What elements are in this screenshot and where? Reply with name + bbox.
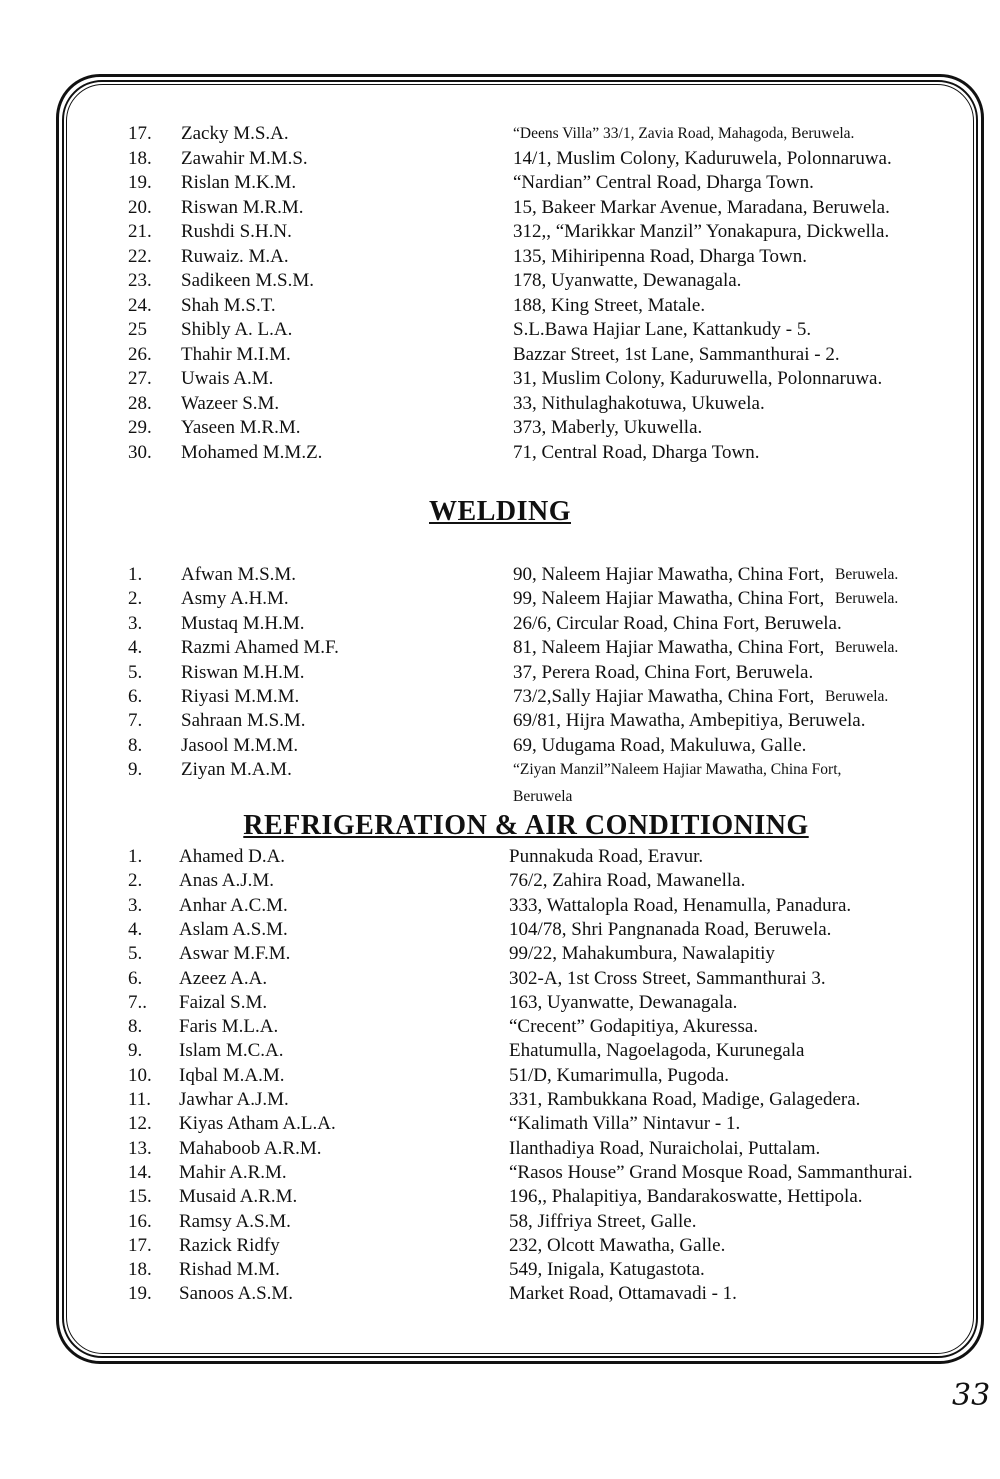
item-number: 30. — [128, 441, 152, 463]
list-item — [0, 269, 1000, 293]
list-item — [0, 416, 1000, 440]
address: 312,, “Marikkar Manzil” Yonakapura, Dickwella. — [513, 221, 890, 242]
item-number: 29. — [128, 417, 152, 438]
address: 81, Naleem Hajiar Mawatha, China Fort, — [513, 637, 825, 659]
item-number: 4. — [128, 637, 143, 659]
item-number: 2. — [128, 588, 143, 610]
item-number: 11. — [128, 1089, 152, 1110]
person-name: Faizal S.M. — [179, 991, 268, 1013]
address: Ehatumulla, Nagoelagoda, Kurunegala — [509, 1040, 805, 1062]
address: 178, Uyanwatte, Dewanagala. — [513, 270, 742, 291]
item-number: 10. — [128, 1064, 152, 1086]
person-name: Ahamed D.A. — [179, 846, 286, 867]
item-number: 6. — [128, 967, 143, 989]
address: 99, Naleem Hajiar Mawatha, China Fort, — [513, 588, 825, 610]
person-name: Mahaboob A.R.M. — [179, 1137, 322, 1159]
person-name: Zawahir M.M.S. — [181, 147, 308, 169]
list-item — [0, 967, 1000, 991]
item-number: 21. — [128, 221, 152, 242]
address: “Crecent” Godapitiya, Akuressa. — [509, 1016, 759, 1038]
address: 196,, Phalapitiya, Bandarakoswatte, Hettipola. — [509, 1186, 863, 1208]
address: 232, Olcott Mawatha, Galle. — [509, 1234, 726, 1256]
item-number: 25 — [128, 319, 147, 340]
item-number: 12. — [128, 1113, 152, 1135]
person-name: Shibly A. L.A. — [181, 319, 293, 340]
person-name: Zacky M.S.A. — [181, 123, 289, 144]
item-number: 8. — [128, 1016, 143, 1038]
person-name: Islam M.C.A. — [179, 1040, 284, 1062]
address: 33, Nithulaghakotuwa, Ukuwela. — [513, 392, 765, 414]
person-name: Sahraan M.S.M. — [181, 710, 306, 732]
item-number: 18. — [128, 1259, 152, 1281]
person-name: Azeez A.A. — [179, 967, 268, 989]
item-number: 7.. — [128, 991, 147, 1013]
person-name: Sanoos A.S.M. — [179, 1283, 294, 1305]
address: Bazzar Street, 1st Lane, Sammanthurai - 2. — [513, 343, 840, 365]
list-item — [0, 918, 1000, 942]
person-name: Kiyas Atham A.L.A. — [179, 1113, 336, 1135]
list-item — [0, 709, 1000, 733]
item-number: 1. — [128, 846, 143, 867]
item-number: 17. — [128, 1234, 152, 1256]
person-name: Afwan M.S.M. — [181, 564, 297, 585]
person-name: Faris M.L.A. — [179, 1016, 279, 1038]
list-item — [0, 734, 1000, 758]
item-number: 5. — [128, 661, 143, 683]
item-number: 3. — [128, 894, 143, 916]
item-number: 13. — [128, 1137, 152, 1159]
list-item — [0, 294, 1000, 318]
list-item — [0, 1088, 1000, 1112]
address: 71, Central Road, Dharga Town. — [513, 441, 760, 463]
address-tail: Beruwela. — [835, 566, 899, 583]
list-item — [0, 1210, 1000, 1234]
person-name: Wazeer S.M. — [181, 392, 280, 414]
person-name: Jasool M.M.M. — [181, 734, 299, 756]
item-number: 28. — [128, 392, 152, 414]
list-item — [0, 991, 1000, 1015]
address: 90, Naleem Hajiar Mawatha, China Fort, — [513, 564, 825, 585]
person-name: Uwais A.M. — [181, 368, 274, 389]
address: “Nardian” Central Road, Dharga Town. — [513, 172, 814, 193]
list-item — [0, 758, 1000, 782]
item-number: 19. — [128, 172, 152, 193]
address: 104/78, Shri Pangnanada Road, Beruwela. — [509, 918, 832, 940]
item-number: 2. — [128, 870, 143, 892]
page-number: 33 — [952, 1378, 991, 1413]
list-item — [0, 1185, 1000, 1209]
list-item — [0, 196, 1000, 220]
address: Market Road, Ottamavadi - 1. — [509, 1283, 737, 1305]
list-item — [0, 1258, 1000, 1282]
list-item — [0, 220, 1000, 244]
person-name: Jawhar A.J.M. — [179, 1089, 289, 1110]
person-name: Riswan M.R.M. — [181, 196, 304, 218]
person-name: Rislan M.K.M. — [181, 172, 297, 193]
list-item — [0, 1234, 1000, 1258]
item-number: 23. — [128, 270, 152, 291]
welding-address-continuation: Beruwela — [513, 788, 573, 805]
address: “Rasos House” Grand Mosque Road, Sammanthurai. — [509, 1161, 913, 1183]
person-name: Anas A.J.M. — [179, 870, 275, 892]
list-item — [0, 318, 1000, 342]
address: 333, Wattalopla Road, Henamulla, Panadura. — [509, 894, 852, 916]
list-item — [0, 367, 1000, 391]
item-number: 3. — [128, 612, 143, 634]
person-name: Aswar M.F.M. — [179, 943, 291, 965]
list-item — [0, 1112, 1000, 1136]
address: 302-A, 1st Cross Street, Sammanthurai 3. — [509, 967, 826, 989]
person-name: Aslam A.S.M. — [179, 918, 288, 940]
list-item — [0, 942, 1000, 966]
item-number: 9. — [128, 759, 143, 781]
item-number: 17. — [128, 123, 152, 144]
address: 31, Muslim Colony, Kaduruwella, Polonnaruwa. — [513, 368, 883, 389]
person-name: Iqbal M.A.M. — [179, 1064, 285, 1086]
person-name: Mahir A.R.M. — [179, 1161, 287, 1183]
address: 69/81, Hijra Mawatha, Ambepitiya, Beruwela. — [513, 710, 866, 732]
address: S.L.Bawa Hajiar Lane, Kattankudy - 5. — [513, 319, 812, 340]
person-name: Mohamed M.M.Z. — [181, 441, 323, 463]
person-name: Ziyan M.A.M. — [181, 759, 292, 781]
item-number: 20. — [128, 196, 152, 218]
address-tail: Beruwela. — [835, 639, 899, 657]
item-number: 1. — [128, 564, 143, 585]
item-number: 8. — [128, 734, 143, 756]
list-item — [0, 1064, 1000, 1088]
address: 58, Jiffriya Street, Galle. — [509, 1210, 697, 1232]
address: 37, Perera Road, China Fort, Beruwela. — [513, 661, 814, 683]
item-number: 6. — [128, 686, 143, 707]
person-name: Ruwaiz. M.A. — [181, 245, 289, 267]
list-item — [0, 563, 1000, 587]
item-number: 22. — [128, 245, 152, 267]
item-number: 5. — [128, 943, 143, 965]
address-tail: Beruwela. — [835, 590, 899, 608]
list-item — [0, 1282, 1000, 1306]
list-item — [0, 661, 1000, 685]
list-item — [0, 1015, 1000, 1039]
person-name: Mustaq M.H.M. — [181, 612, 305, 634]
person-name: Asmy A.H.M. — [181, 588, 289, 610]
address: 15, Bakeer Markar Avenue, Maradana, Beruwela. — [513, 196, 890, 218]
address: 51/D, Kumarimulla, Pugoda. — [509, 1064, 730, 1086]
list-item — [0, 1039, 1000, 1063]
address: Ilanthadiya Road, Nuraicholai, Puttalam. — [509, 1137, 821, 1159]
list-item — [0, 636, 1000, 660]
item-number: 7. — [128, 710, 143, 732]
person-name: Rishad M.M. — [179, 1259, 280, 1281]
address: 73/2,Sally Hajiar Mawatha, China Fort, — [513, 686, 815, 707]
item-number: 16. — [128, 1210, 152, 1232]
address: 26/6, Circular Road, China Fort, Beruwela. — [513, 612, 842, 634]
address: 331, Rambukkana Road, Madige, Galagedera. — [509, 1089, 861, 1110]
list-item — [0, 245, 1000, 269]
person-name: Riyasi M.M.M. — [181, 686, 300, 707]
person-name: Thahir M.I.M. — [181, 343, 291, 365]
list-item — [0, 343, 1000, 367]
list-item — [0, 122, 1000, 146]
address: 373, Maberly, Ukuwella. — [513, 417, 703, 438]
address: Punnakuda Road, Eravur. — [509, 846, 704, 867]
person-name: Shah M.S.T. — [181, 294, 276, 316]
address: “Deens Villa” 33/1, Zavia Road, Mahagoda, Beruwela. — [513, 125, 855, 142]
person-name: Sadikeen M.S.M. — [181, 270, 314, 291]
item-number: 15. — [128, 1186, 152, 1208]
address: 549, Inigala, Katugastota. — [509, 1259, 705, 1281]
item-number: 27. — [128, 368, 152, 389]
person-name: Ramsy A.S.M. — [179, 1210, 291, 1232]
list-item — [0, 1161, 1000, 1185]
list-item — [0, 845, 1000, 869]
list-item — [0, 685, 1000, 709]
list-item — [0, 441, 1000, 465]
address: 76/2, Zahira Road, Mawanella. — [509, 870, 746, 892]
list-item — [0, 1137, 1000, 1161]
list-item — [0, 171, 1000, 195]
address: 188, King Street, Matale. — [513, 294, 706, 316]
list-item — [0, 869, 1000, 893]
person-name: Razick Ridfy — [179, 1234, 280, 1256]
item-number: 9. — [128, 1040, 143, 1062]
person-name: Razmi Ahamed M.F. — [181, 637, 339, 659]
list-item — [0, 392, 1000, 416]
address: 14/1, Muslim Colony, Kaduruwela, Polonnaruwa. — [513, 147, 892, 169]
item-number: 4. — [128, 918, 143, 940]
item-number: 26. — [128, 343, 152, 365]
person-name: Musaid A.R.M. — [179, 1186, 298, 1208]
person-name: Yaseen M.R.M. — [181, 417, 301, 438]
item-number: 19. — [128, 1283, 152, 1305]
list-item — [0, 587, 1000, 611]
person-name: Riswan M.H.M. — [181, 661, 305, 683]
list-item — [0, 894, 1000, 918]
address: “Ziyan Manzil”Naleem Hajiar Mawatha, China Fort, — [513, 761, 842, 779]
welding-heading: WELDING — [429, 496, 571, 527]
address: “Kalimath Villa” Nintavur - 1. — [509, 1113, 741, 1135]
item-number: 24. — [128, 294, 152, 316]
address: 163, Uyanwatte, Dewanagala. — [509, 991, 738, 1013]
person-name: Anhar A.C.M. — [179, 894, 288, 916]
refrigeration-heading: REFRIGERATION & AIR CONDITIONING — [243, 810, 809, 841]
person-name: Rushdi S.H.N. — [181, 221, 292, 242]
list-item — [0, 612, 1000, 636]
address: 99/22, Mahakumbura, Nawalapitiy — [509, 943, 775, 965]
item-number: 18. — [128, 147, 152, 169]
item-number: 14. — [128, 1161, 152, 1183]
address-tail: Beruwela. — [825, 688, 889, 705]
list-item — [0, 147, 1000, 171]
address: 135, Mihiripenna Road, Dharga Town. — [513, 245, 808, 267]
address: 69, Udugama Road, Makuluwa, Galle. — [513, 734, 807, 756]
